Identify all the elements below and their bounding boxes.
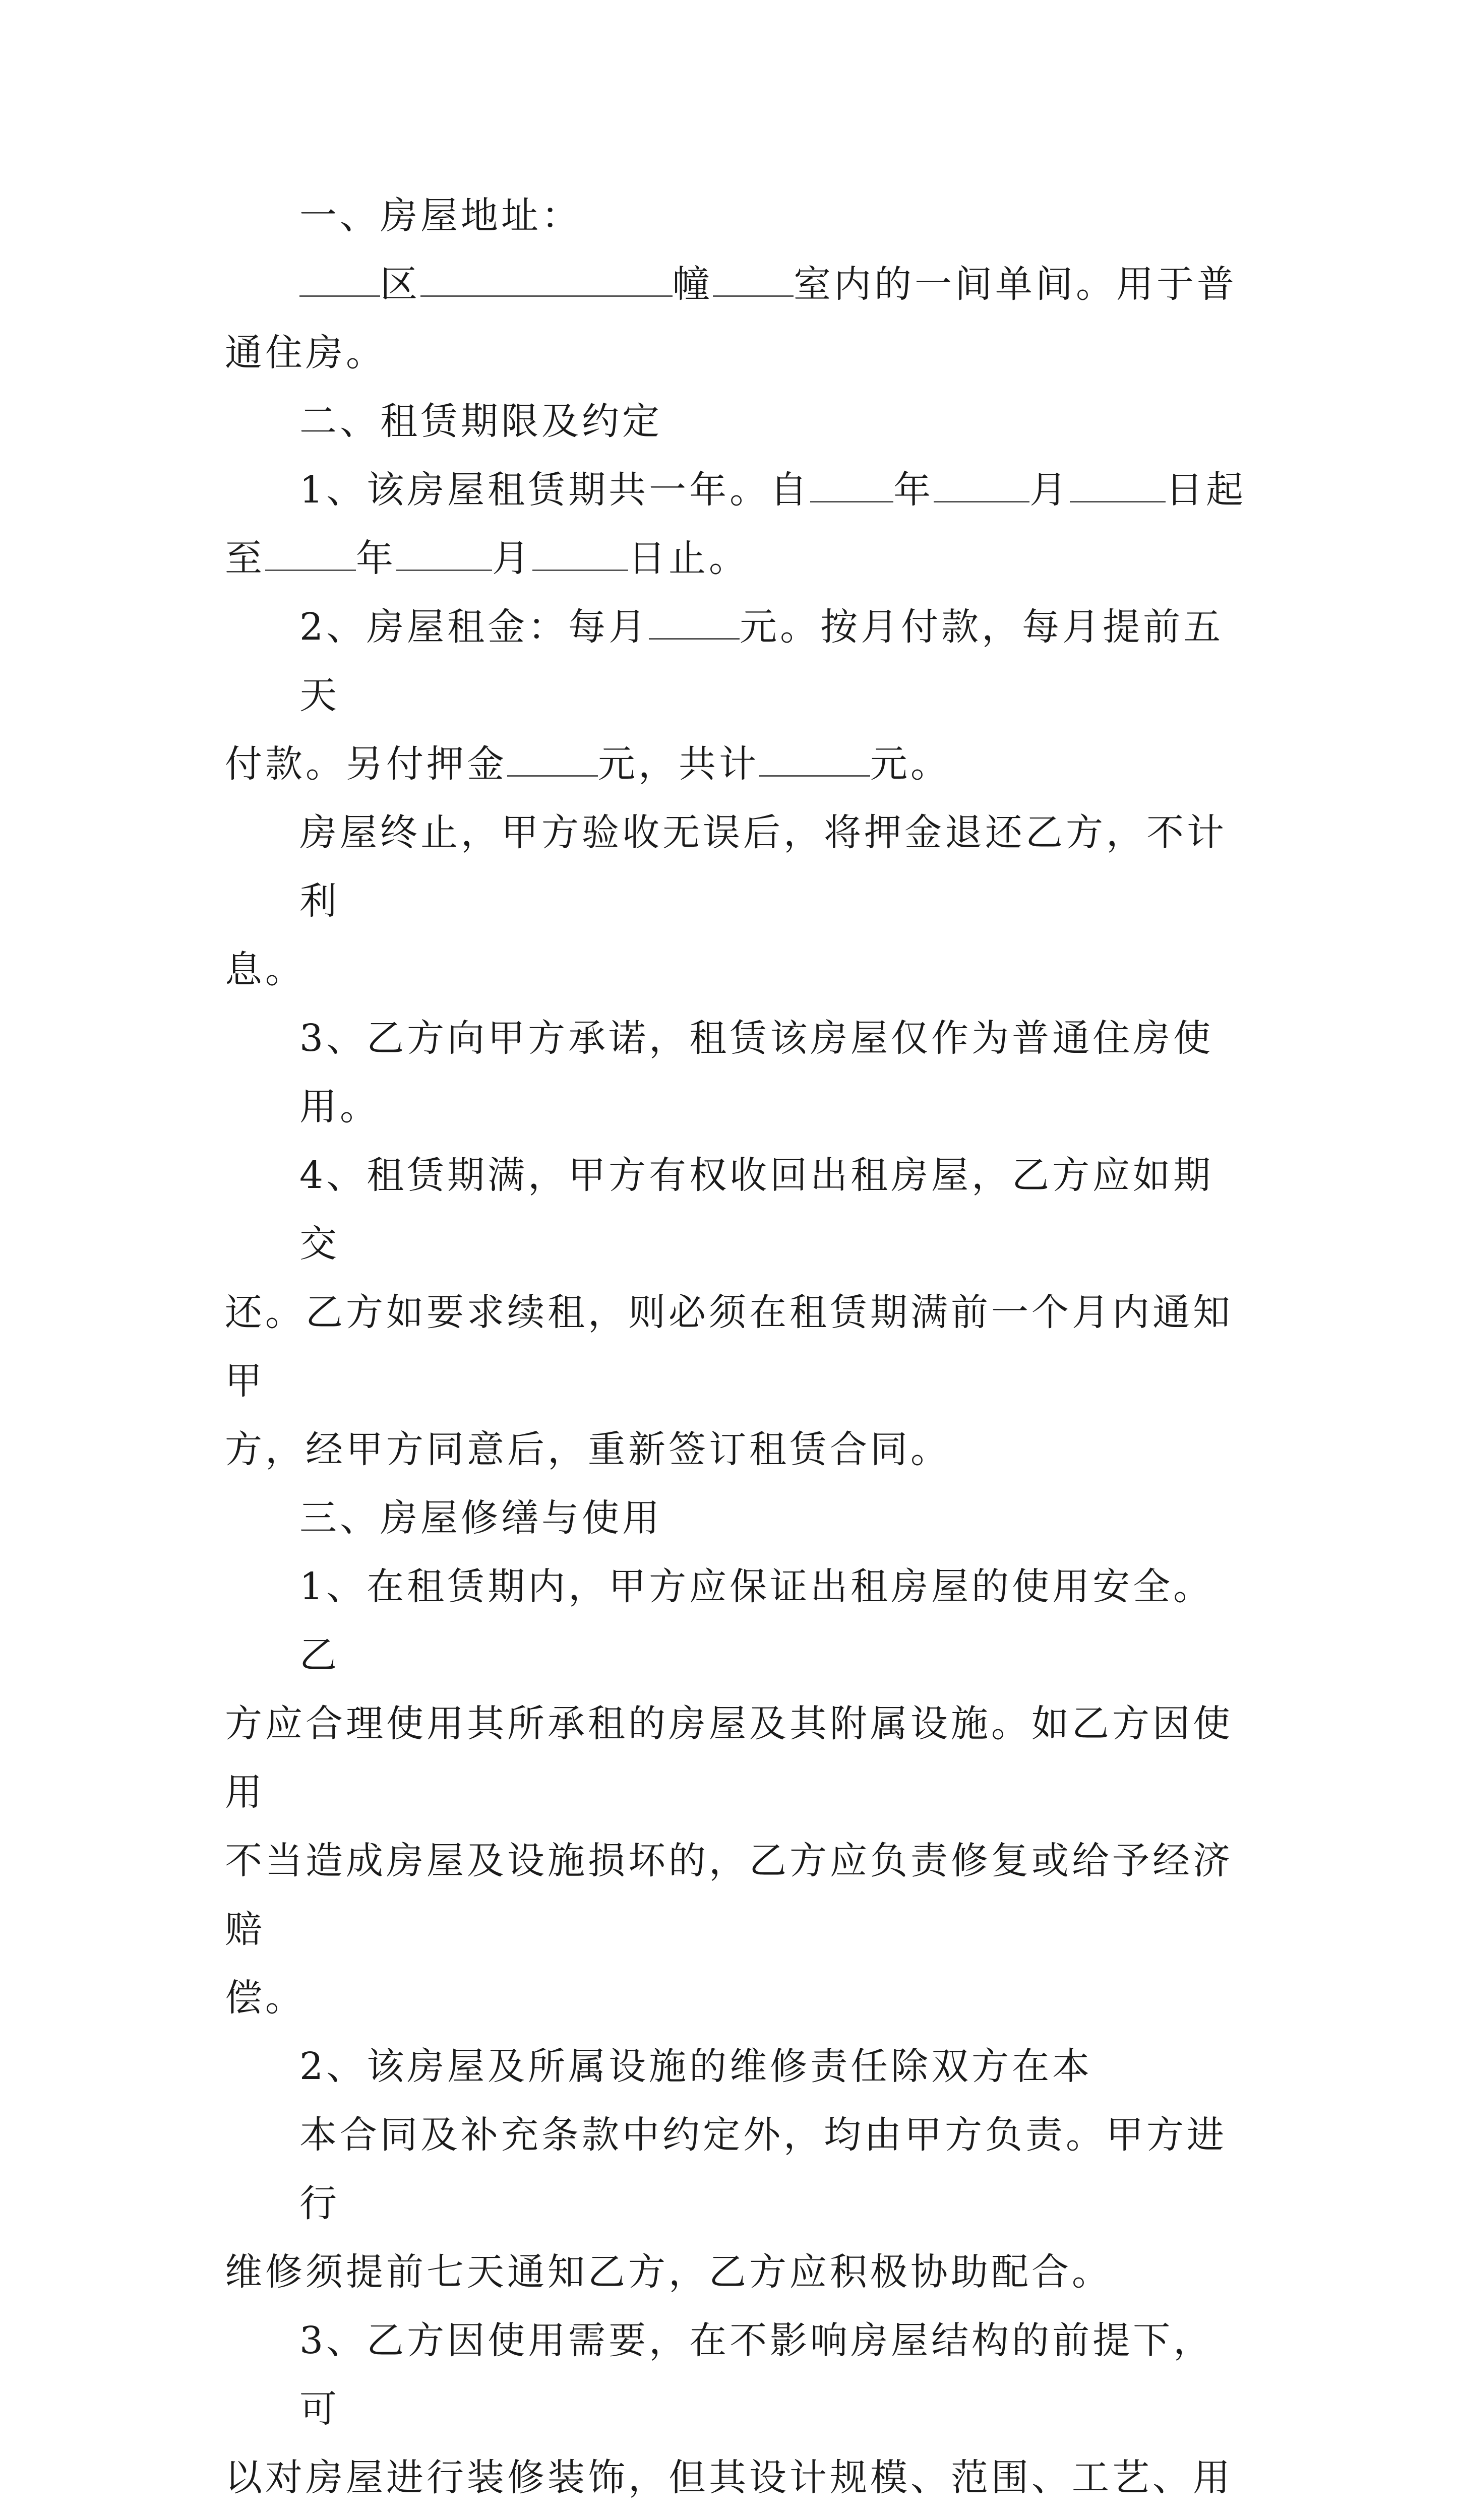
heading-lease-term: 二、租赁期限及约定 — [299, 400, 662, 443]
deposit-return-line-2: 息。 — [225, 948, 306, 991]
heading-repair-use: 三、房屋修缮与使用 — [299, 1496, 662, 1540]
blank-start-month — [934, 467, 1029, 502]
document-body — [225, 181, 1253, 2520]
decoration-line-1: 3、乙方因使用需要，在不影响房屋结构的前提下，可 — [299, 2319, 1214, 2431]
heading-address: 一、房屋地址： — [299, 194, 582, 237]
renewal-line-3: 方，经甲方同意后，重新签订租赁合同。 — [225, 1428, 951, 1471]
blank-start-year — [810, 467, 893, 502]
rent-line-2: 付款。另付押金 元，共计 元。 — [225, 742, 951, 786]
safety-line-2: 方应合理使用其所承租的房屋及其附属设施。如乙方因使用 — [225, 1702, 1233, 1814]
deposit-return-line-1: 房屋终止，甲方验收无误后，将押金退还乙方，不计利 — [299, 811, 1227, 923]
blank-end-day — [532, 536, 628, 571]
blank-room — [713, 262, 794, 297]
rent-line-1: 2、房屋租金：每月 元。按月付款，每月提前五天 — [299, 605, 1224, 717]
term-line-1: 1、该房屋租赁期共一年。自 年 月 日起 — [299, 468, 1247, 512]
address-line-1: 区 幢 室内的一间单间。用于普 — [225, 250, 1253, 319]
blank-monthly-rent — [649, 604, 740, 640]
blank-district — [299, 262, 380, 297]
maintenance-line-2: 本合同及补充条款中约定外，均由甲方负责。甲方进行 — [299, 2113, 1227, 2225]
blank-end-year — [265, 536, 356, 571]
safety-line-3: 不当造成房屋及设施损坏的，乙方应负责修复或给予经济赔 — [225, 1839, 1233, 1951]
renewal-line-1: 4、租赁期满，甲方有权收回出租房屋，乙方应如期交 — [299, 1154, 1214, 1266]
safety-line-1: 1、在租赁期内，甲方应保证出租房屋的使用安全。乙 — [299, 1565, 1214, 1677]
maintenance-line-3: 维修须提前七天通知乙方，乙方应积极协助配合。 — [225, 2250, 1112, 2294]
renewal-line-2: 还。乙方如要求续租，则必须在租赁期满前一个月内通知甲 — [225, 1291, 1233, 1403]
blank-total — [759, 741, 870, 777]
blank-deposit — [507, 741, 598, 777]
safety-line-4: 偿。 — [225, 1976, 306, 2020]
maintenance-line-1: 2、该房屋及所属设施的维修责任除双方在本 — [299, 2045, 1093, 2088]
blank-building — [420, 262, 673, 297]
usage-promise-line: 3、乙方向甲方承诺，租赁该房屋仅作为普通住房使用。 — [299, 1017, 1214, 1128]
decoration-line-2: 以对房屋进行装修装饰，但其设计规模、范围、工艺、用 — [225, 2456, 1233, 2499]
term-line-2: 至 年 月 日止。 — [225, 537, 749, 580]
address-line-2: 通住房。 — [225, 331, 386, 374]
blank-end-month — [396, 536, 492, 571]
blank-start-day — [1070, 467, 1166, 502]
